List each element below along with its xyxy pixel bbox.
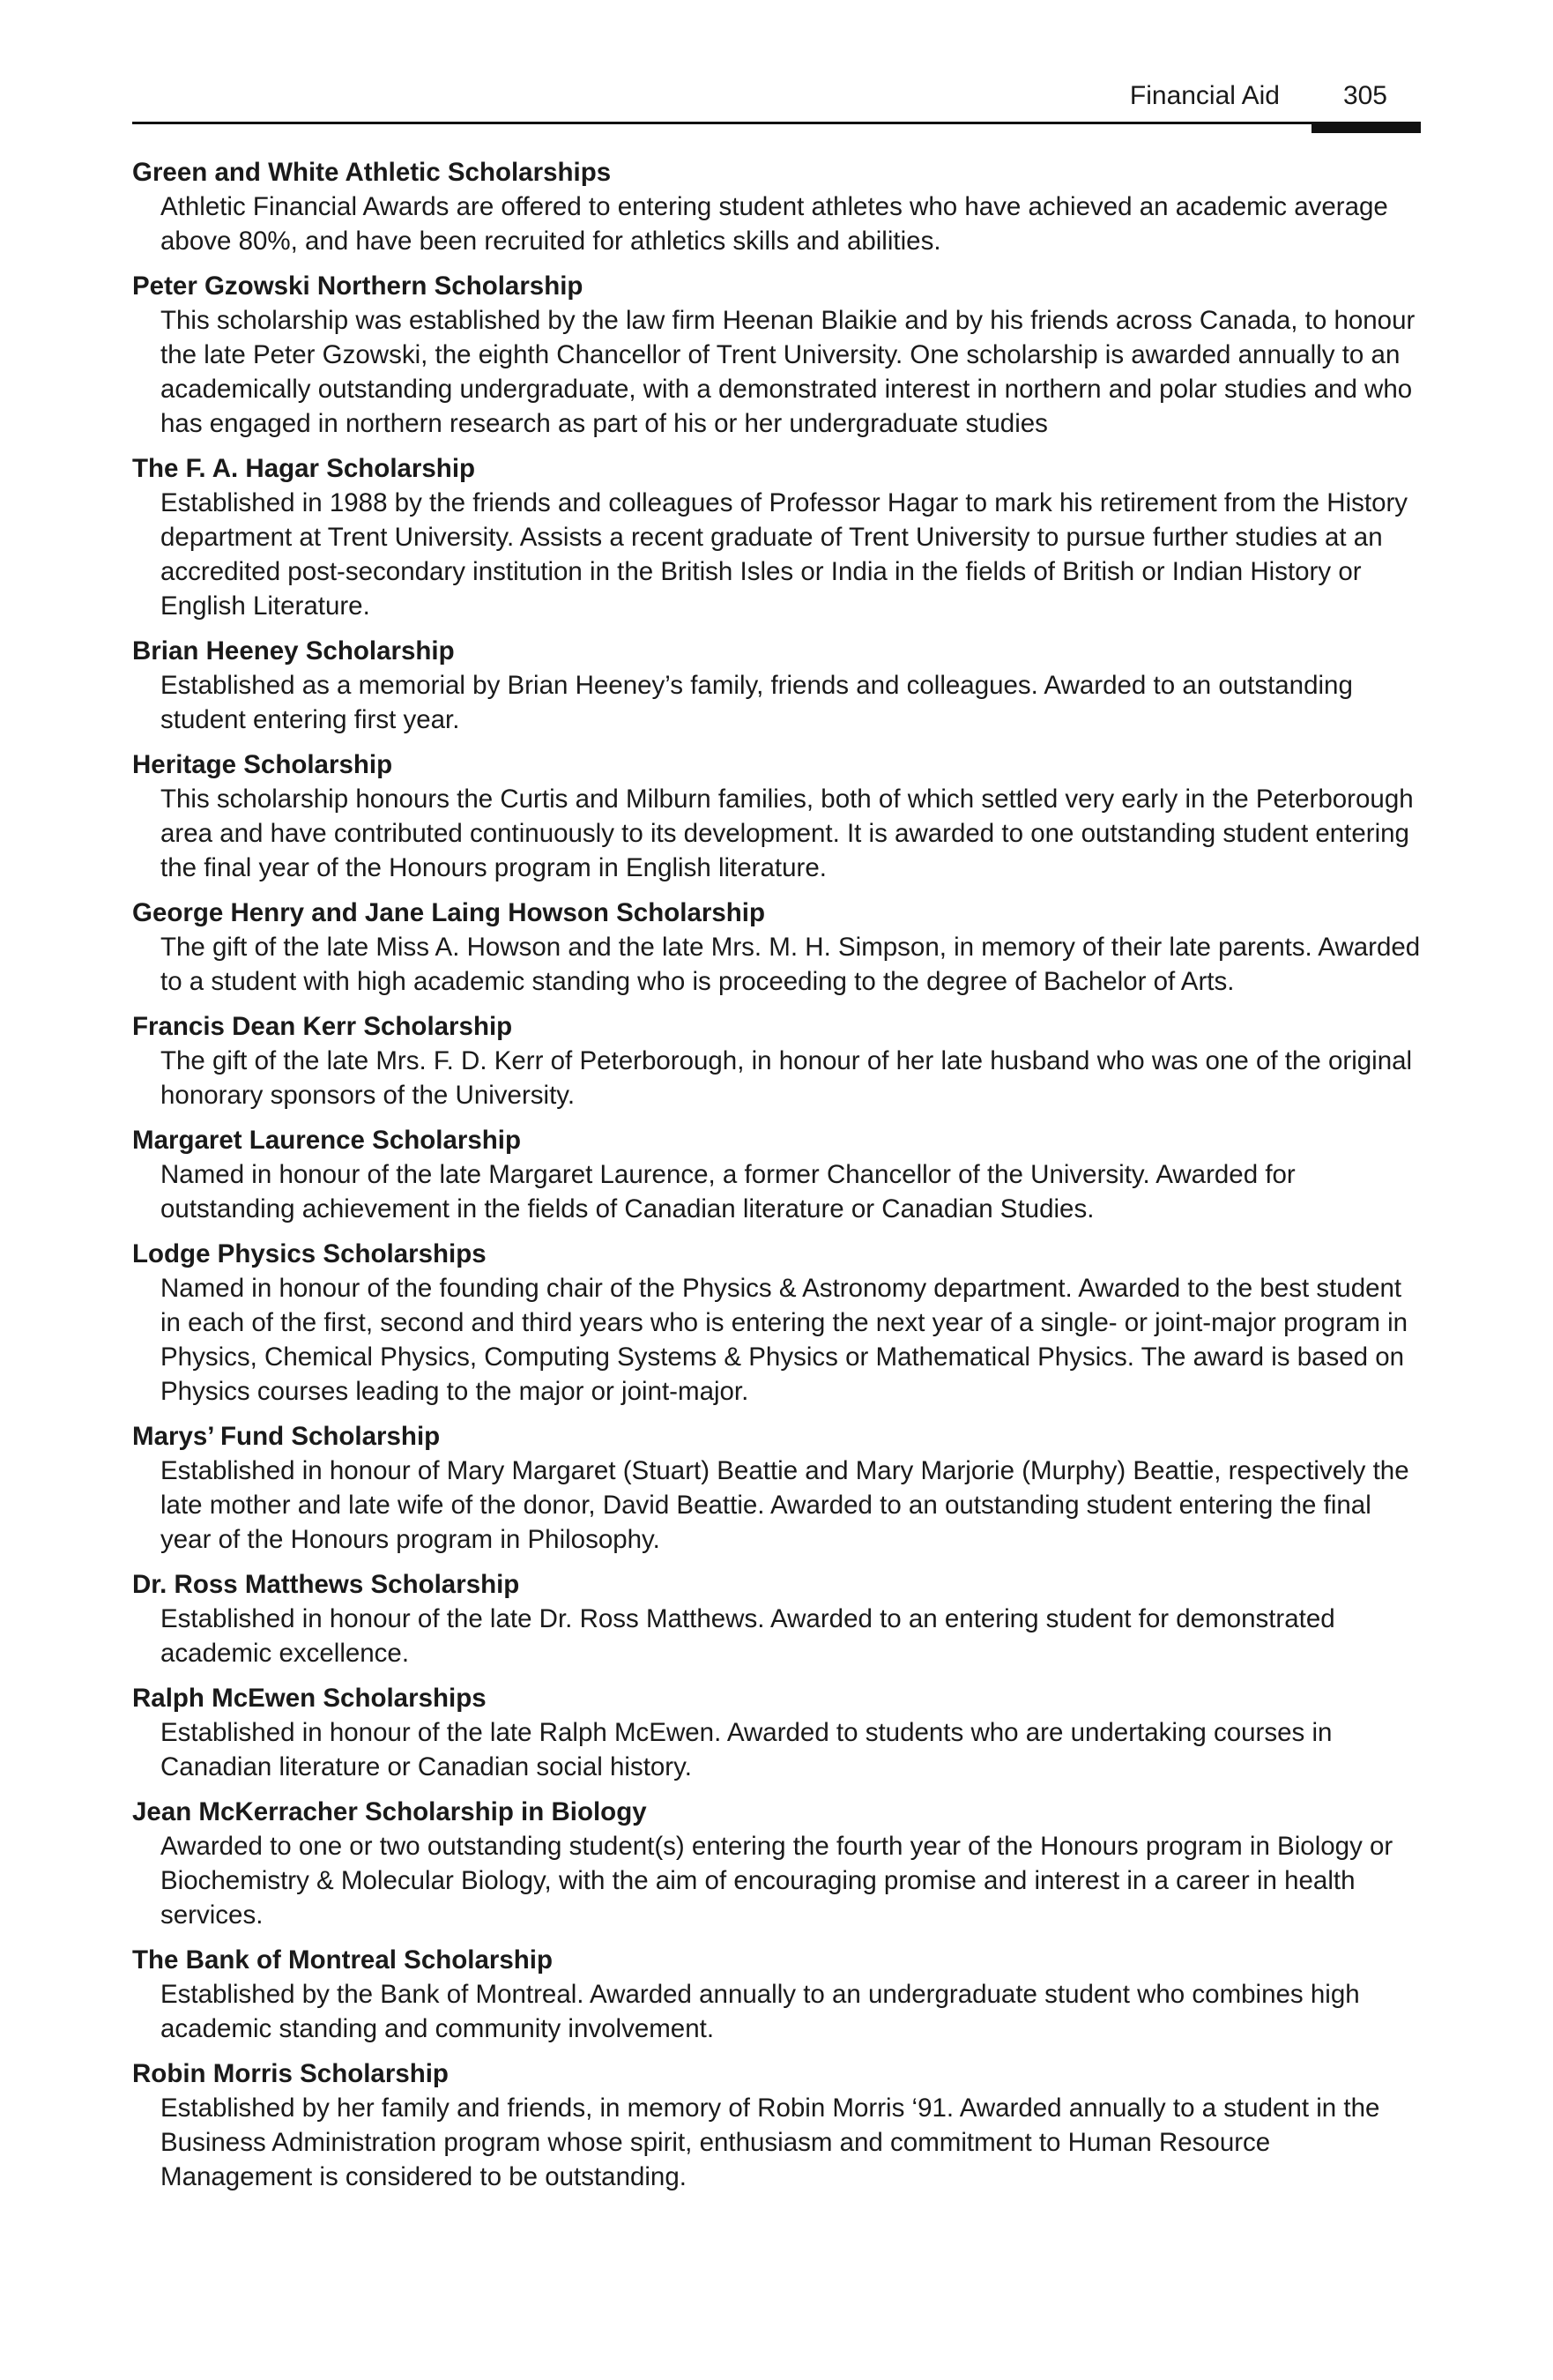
scholarship-description: Established in 1988 by the friends and colleagues of Professor Hagar to mark his retirement from the History department at Trent University. Assists a recent graduate of Trent University to pursue further studies at an accredited post-secondary institution in the British Isles or India in the fields of British or Indian History or English Literature. bbox=[160, 488, 1408, 621]
scholarship-title: Ralph McEwen Scholarships bbox=[132, 1684, 487, 1713]
scholarship-title: Peter Gzowski Northern Scholarship bbox=[132, 271, 583, 301]
scholarship-title: Dr. Ross Matthews Scholarship bbox=[132, 1570, 520, 1599]
scholarship-description: Named in honour of the late Margaret Laurence, a former Chancellor of the University. Awarded for outstanding achievement in the fields of Canadian literature or Canadian Studies. bbox=[160, 1160, 1296, 1223]
scholarship-entry bbox=[132, 747, 1421, 885]
scholarship-entry bbox=[132, 155, 1421, 258]
scholarship-title: Jean McKerracher Scholarship in Biology bbox=[132, 1797, 647, 1826]
scholarship-entry bbox=[132, 1009, 1421, 1112]
scholarship-entry bbox=[132, 1419, 1421, 1557]
document-page bbox=[132, 79, 1421, 2205]
scholarship-description: The gift of the late Miss A. Howson and the late Mrs. M. H. Simpson, in memory of their late parents. Awarded to a student with high academic standing who is proceeding to the degree of Bachelor of Arts. bbox=[160, 933, 1421, 996]
header-rule bbox=[132, 122, 1421, 124]
scholarship-entry bbox=[132, 269, 1421, 441]
scholarship-entry bbox=[132, 1237, 1421, 1409]
scholarship-title: The F. A. Hagar Scholarship bbox=[132, 454, 476, 483]
scholarship-description: This scholarship honours the Curtis and Milburn families, both of which settled very early in the Peterborough area and have contributed continuously to its development. It is awarded to one outstanding student entering the final year of the Honours program in English literature. bbox=[160, 785, 1414, 882]
scholarship-entry bbox=[132, 2056, 1421, 2194]
running-header bbox=[132, 79, 1421, 125]
scholarship-title: Marys’ Fund Scholarship bbox=[132, 1422, 441, 1451]
scholarship-entry bbox=[132, 451, 1421, 623]
scholarship-entry bbox=[132, 1567, 1421, 1670]
scholarship-description: Athletic Financial Awards are offered to entering student athletes who have achieved an academic average above 80%, and have been recruited for athletics skills and abilities. bbox=[160, 192, 1388, 256]
scholarship-entry bbox=[132, 1795, 1421, 1932]
scholarship-entry bbox=[132, 1681, 1421, 1784]
scholarship-description: Established in honour of the late Ralph McEwen. Awarded to students who are undertaking courses in Canadian literature or Canadian social history. bbox=[160, 1718, 1333, 1781]
scholarship-description: Established by the Bank of Montreal. Awarded annually to an undergraduate student who combines high academic standing and community involvement. bbox=[160, 1980, 1360, 2043]
scholarship-description: Established as a memorial by Brian Heeney’s family, friends and colleagues. Awarded to an outstanding student entering first year. bbox=[160, 671, 1353, 734]
scholarship-description: Established by her family and friends, in memory of Robin Morris ‘91. Awarded annually to a student in the Business Administration program whose spirit, enthusiasm and commitment to Human Resource Management is considered to be outstanding. bbox=[160, 2094, 1380, 2191]
scholarship-title: Margaret Laurence Scholarship bbox=[132, 1126, 522, 1155]
scholarship-description: Established in honour of the late Dr. Ross Matthews. Awarded to an entering student for demonstrated academic excellence. bbox=[160, 1604, 1335, 1668]
scholarship-entry bbox=[132, 634, 1421, 737]
scholarship-title: Lodge Physics Scholarships bbox=[132, 1239, 487, 1268]
scholarship-title: Francis Dean Kerr Scholarship bbox=[132, 1012, 513, 1041]
section-title: Financial Aid bbox=[1129, 81, 1280, 110]
scholarship-title: Robin Morris Scholarship bbox=[132, 2059, 449, 2088]
scholarship-entry bbox=[132, 896, 1421, 999]
scholarship-description: Awarded to one or two outstanding student(s) entering the fourth year of the Honours program in Biology or Biochemistry & Molecular Biology, with the aim of encouraging promise and interest in a career in health services. bbox=[160, 1832, 1393, 1930]
scholarship-description: This scholarship was established by the law firm Heenan Blaikie and by his friends across Canada, to honour the late Peter Gzowski, the eighth Chancellor of Trent University. One scholarship is awarded annually to an academically outstanding undergraduate, with a demonstrated interest in northern and polar studies and who has engaged in northern research as part of his or her undergraduate studies bbox=[160, 306, 1416, 438]
scholarship-title: Brian Heeney Scholarship bbox=[132, 636, 455, 666]
scholarship-description: The gift of the late Mrs. F. D. Kerr of Peterborough, in honour of her late husband who was one of the original honorary sponsors of the University. bbox=[160, 1046, 1413, 1110]
header-tab-block bbox=[1312, 122, 1421, 133]
scholarship-entry bbox=[132, 1943, 1421, 2046]
scholarship-list bbox=[132, 155, 1421, 2194]
scholarship-entry bbox=[132, 1123, 1421, 1226]
scholarship-title: George Henry and Jane Laing Howson Scholarship bbox=[132, 898, 765, 927]
scholarship-title: The Bank of Montreal Scholarship bbox=[132, 1945, 553, 1975]
scholarship-title: Heritage Scholarship bbox=[132, 750, 393, 779]
scholarship-description: Named in honour of the founding chair of the Physics & Astronomy department. Awarded to the best student in each of the first, second and third years who is entering the next year of a single- or joint-major program in Physics, Chemical Physics, Computing Systems & Physics or Mathematical Physics. The award is based on Physics courses leading to the major or joint-major. bbox=[160, 1274, 1408, 1406]
scholarship-description: Established in honour of Mary Margaret (Stuart) Beattie and Mary Marjorie (Murphy) Beattie, respectively the late mother and late wife of the donor, David Beattie. Awarded to an outstanding student entering the final year of the Honours program in Philosophy. bbox=[160, 1456, 1409, 1554]
scholarship-title: Green and White Athletic Scholarships bbox=[132, 158, 612, 187]
page-number: 305 bbox=[1342, 81, 1387, 110]
